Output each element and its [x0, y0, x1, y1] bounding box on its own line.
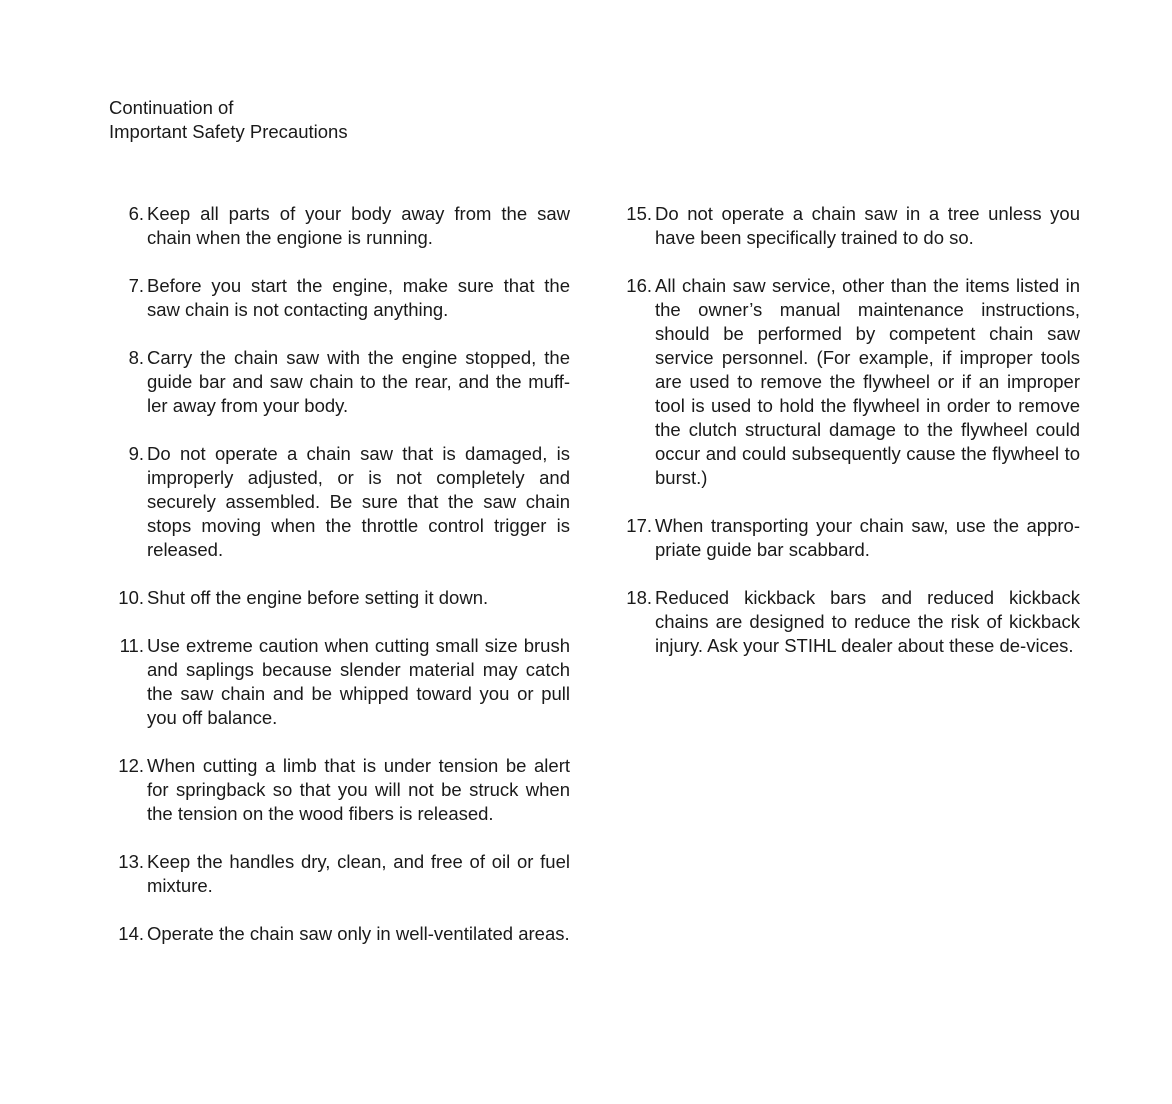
precaution-item-11 — [106, 634, 570, 730]
item-text: Before you start the engine, make sure that the saw chain is not contacting anything. — [147, 275, 570, 320]
heading-line-1: Continuation of — [109, 97, 234, 118]
precaution-item-13 — [106, 850, 570, 898]
item-text: Use extreme caution when cutting small size brush and saplings because slender material may catch the saw chain and be whipped toward you or pull you off balance. — [147, 635, 570, 728]
item-number: 10. — [118, 587, 144, 608]
precaution-item-16 — [614, 274, 1080, 490]
item-number: 11. — [119, 635, 144, 656]
item-text: All chain saw service, other than the items listed in the owner’s manual maintenance instructions, should be performed by competent chain saw service personnel. (For example, if improper tools are used to remove the flywheel or if an improper tool is used to hold the flywheel in order to remove the clutch structural damage to the flywheel could occur and could subsequently cause the flywheel to burst.) — [655, 275, 1080, 488]
left-column — [106, 202, 570, 970]
item-number: 13. — [118, 851, 144, 872]
item-number: 18. — [626, 587, 652, 608]
precaution-item-17 — [614, 514, 1080, 562]
item-number: 7. — [128, 275, 144, 296]
item-number: 14. — [118, 923, 144, 944]
item-number: 15. — [626, 203, 652, 224]
precaution-item-9 — [106, 442, 570, 562]
precaution-item-8 — [106, 346, 570, 418]
precaution-item-14 — [106, 922, 570, 946]
precaution-item-10 — [106, 586, 570, 610]
precaution-item-6 — [106, 202, 570, 250]
item-text: Shut off the engine before setting it down. — [147, 587, 489, 608]
heading-line-2: Important Safety Precautions — [109, 121, 348, 142]
page-heading — [109, 96, 348, 144]
item-number: 12. — [118, 755, 144, 776]
precaution-item-7 — [106, 274, 570, 322]
item-text: Keep the handles dry, clean, and free of oil or fuel mixture. — [147, 851, 570, 896]
item-number: 17. — [626, 515, 652, 536]
precaution-item-12 — [106, 754, 570, 826]
item-number: 6. — [128, 203, 144, 224]
precaution-item-18 — [614, 586, 1080, 658]
item-text: Do not operate a chain saw in a tree unless you have been specifically trained to do so. — [655, 203, 1080, 248]
item-text: Carry the chain saw with the engine stopped, the guide bar and saw chain to the rear, and the muff-ler away from your body. — [147, 347, 570, 416]
precaution-item-15 — [614, 202, 1080, 250]
item-number: 16. — [626, 275, 652, 296]
item-text: Reduced kickback bars and reduced kickback chains are designed to reduce the risk of kickback injury. Ask your STIHL dealer about these de-vices. — [655, 587, 1080, 656]
item-text: Keep all parts of your body away from the saw chain when the engione is running. — [147, 203, 570, 248]
item-text: Do not operate a chain saw that is damaged, is improperly adjusted, or is not completely and securely assembled. Be sure that the saw chain stops moving when the throttle control trigger is released. — [147, 443, 570, 560]
item-text: Operate the chain saw only in well-ventilated areas. — [147, 923, 570, 944]
item-text: When cutting a limb that is under tension be alert for springback so that you will not be struck when the tension on the wood fibers is released. — [147, 755, 570, 824]
item-text: When transporting your chain saw, use the appro-priate guide bar scabbard. — [655, 515, 1080, 560]
item-number: 8. — [128, 347, 144, 368]
item-number: 9. — [128, 443, 144, 464]
right-column — [614, 202, 1080, 682]
